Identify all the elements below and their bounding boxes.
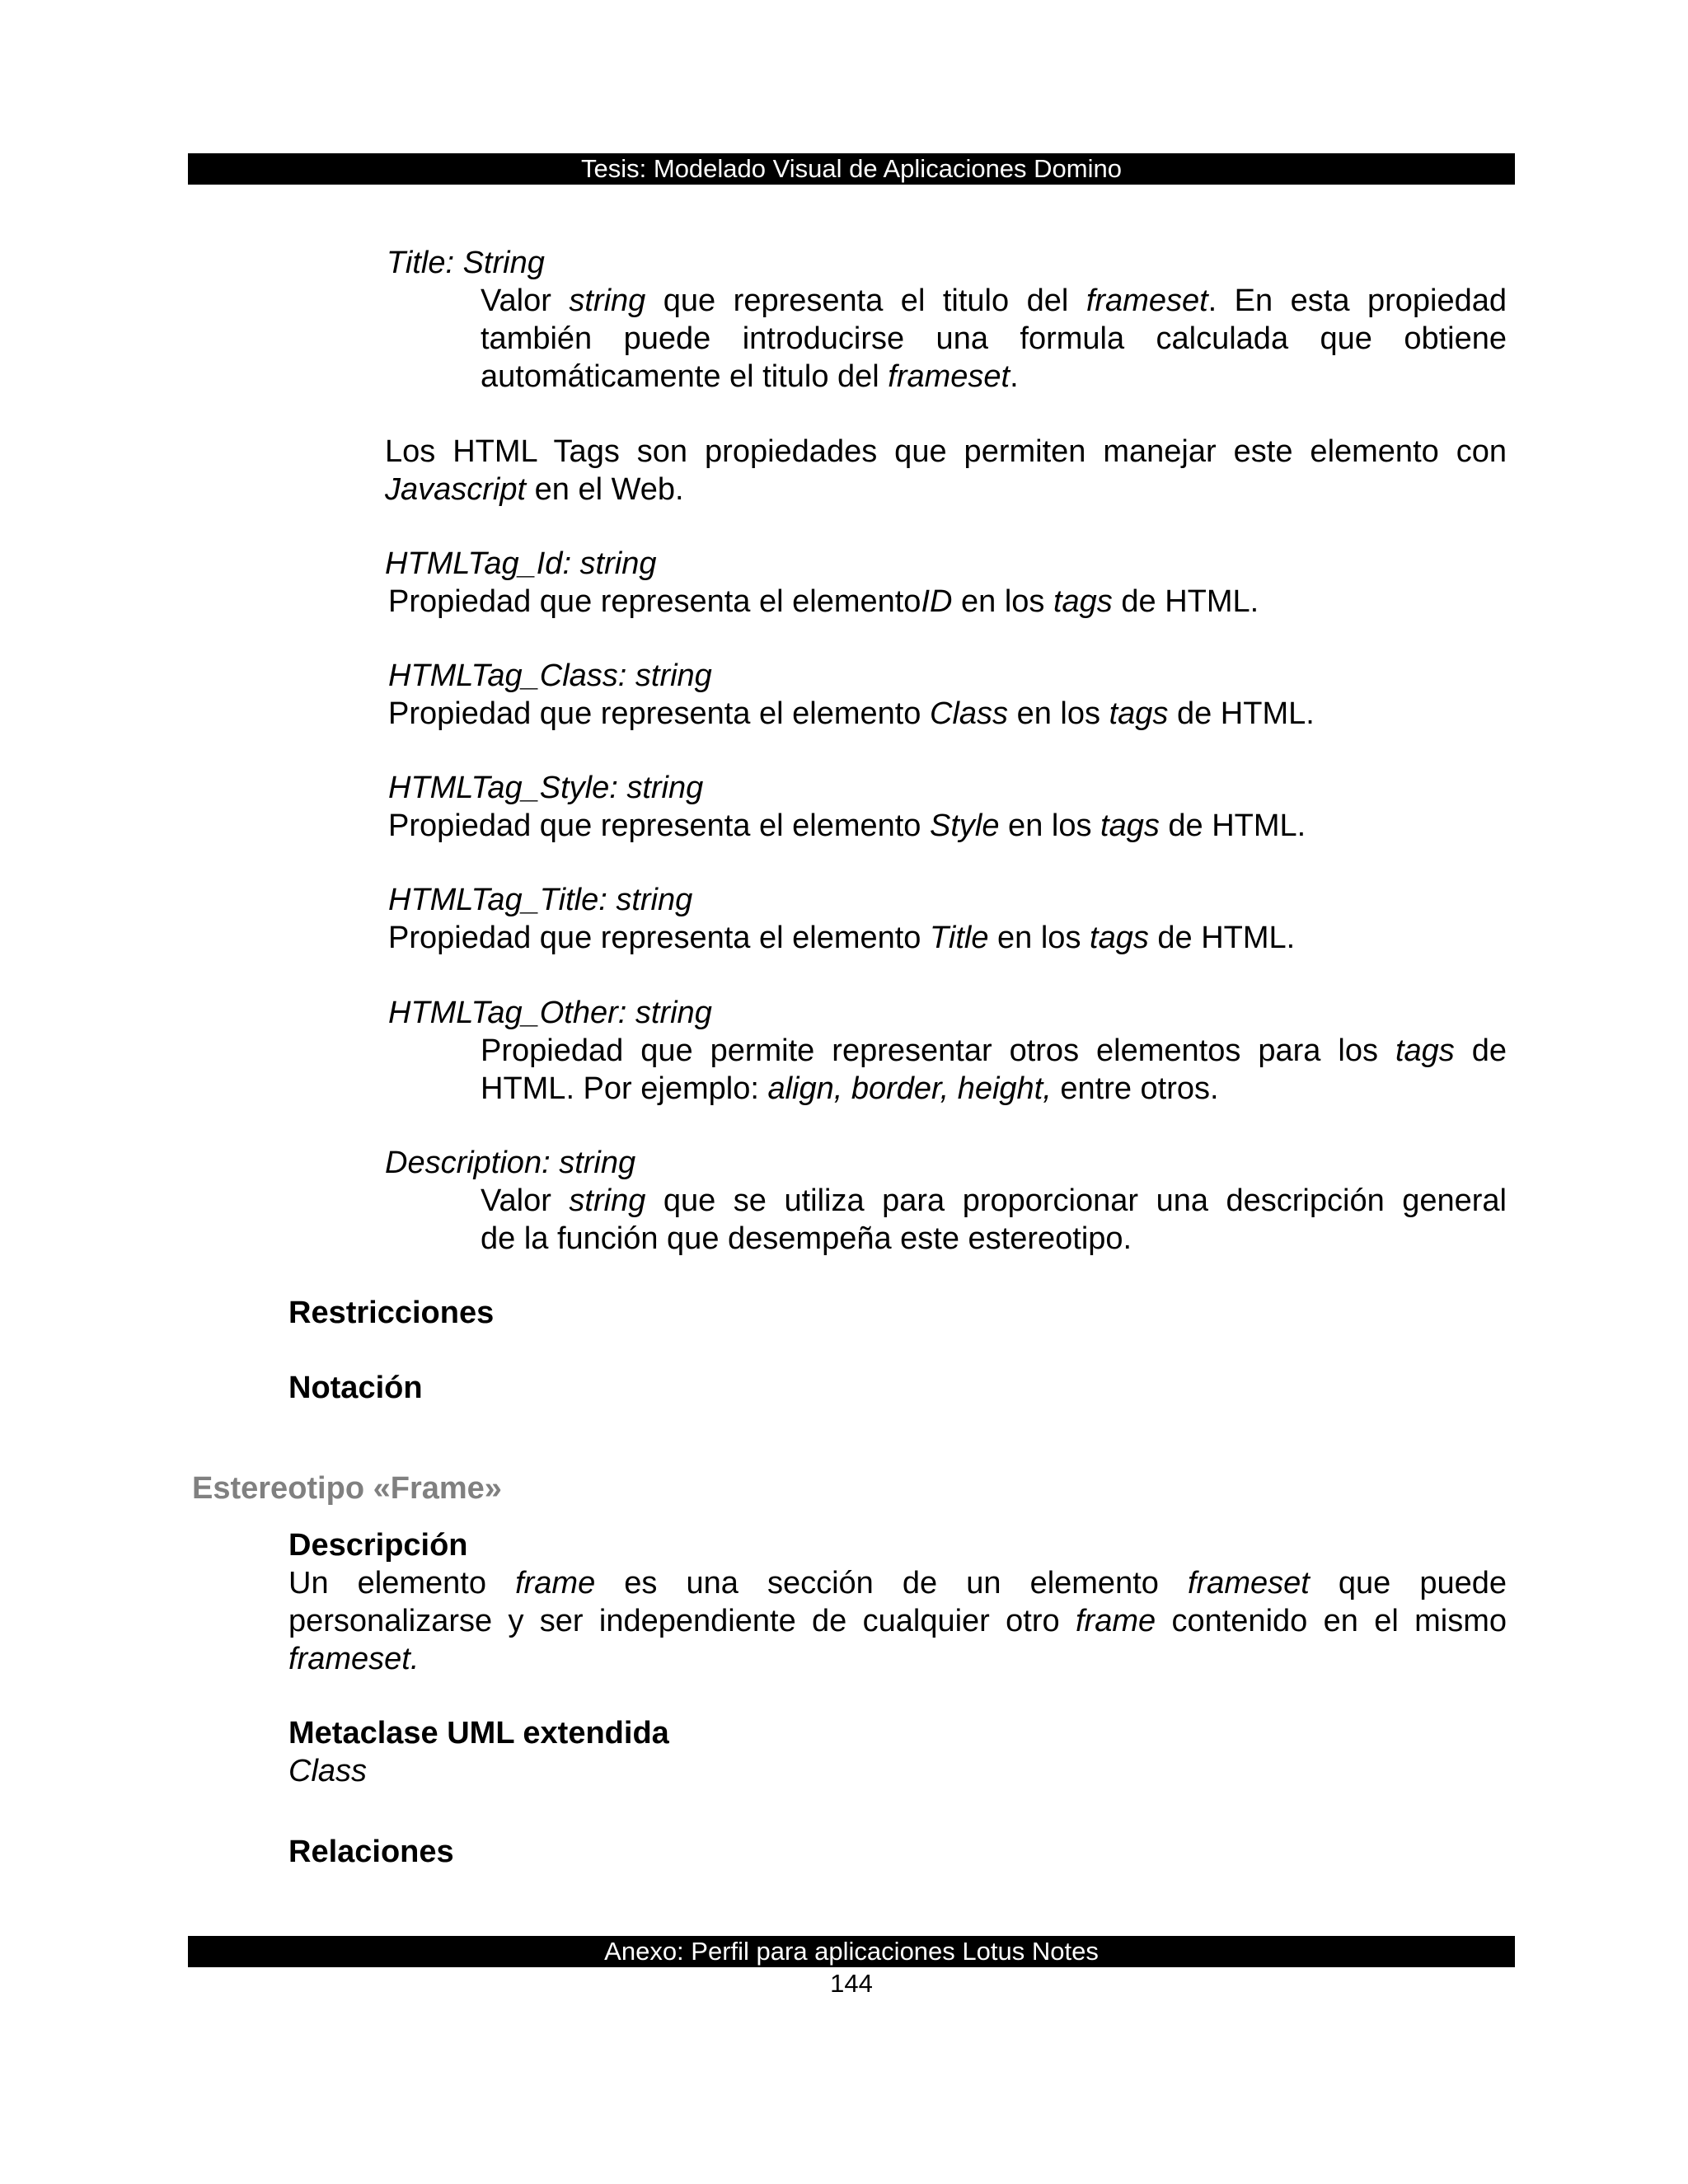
tag-style-desc: Propiedad que representa el elemento Style en los tags de HTML. [388,808,1306,843]
tag-title-heading: HTMLTag_Title: string [388,883,693,917]
frame-desc-line-2: personalizarse y ser independiente de cualquier otro frame contenido en el mismo [288,1604,1507,1638]
running-footer: Anexo: Perfil para aplicaciones Lotus Notes [188,1936,1515,1967]
title-prop-desc-line-2: también puede introducirse una formula calculada que obtiene [481,321,1507,356]
title-prop-desc-line-1: Valor string que representa el titulo del frameset. En esta propiedad [481,284,1507,318]
relaciones-heading: Relaciones [288,1835,454,1869]
restricciones-heading: Restricciones [288,1296,495,1330]
description-prop-desc-line-1: Valor string que se utiliza para proporcionar una descripción general [481,1183,1507,1218]
tag-other-desc-line-1: Propiedad que permite representar otros elementos para los tags de [481,1033,1507,1068]
tag-other-desc-line-2: HTML. Por ejemplo: align, border, height, entre otros. [481,1071,1219,1106]
metaclase-heading: Metaclase UML extendida [288,1716,669,1750]
title-prop-heading: Title: String [387,246,545,280]
frame-section-title: Estereotipo «Frame» [192,1471,502,1506]
html-tags-intro-line-2: Javascript en el Web. [385,472,684,507]
page-number: 144 [830,1969,873,1998]
frame-desc-line-3: frameset. [288,1642,420,1676]
frame-desc-line-1: Un elemento frame es una sección de un elemento frameset que puede [288,1566,1507,1601]
description-prop-desc-line-2: de la función que desempeña este estereotipo. [481,1221,1132,1256]
running-header: Tesis: Modelado Visual de Aplicaciones Domino [188,153,1515,185]
tag-title-desc: Propiedad que representa el elemento Title en los tags de HTML. [388,921,1296,955]
tag-class-heading: HTMLTag_Class: string [388,658,712,693]
tag-style-heading: HTMLTag_Style: string [388,771,704,805]
tag-id-desc: Propiedad que representa el elementoID en los tags de HTML. [388,584,1259,619]
metaclase-value: Class [288,1754,368,1788]
title-prop-desc-line-3: automáticamente el titulo del frameset. [481,359,1019,394]
descripcion-heading: Descripción [288,1528,468,1563]
description-prop-heading: Description: string [385,1146,636,1180]
notacion-heading: Notación [288,1371,423,1405]
tag-class-desc: Propiedad que representa el elemento Class en los tags de HTML. [388,696,1315,731]
tag-id-heading: HTMLTag_Id: string [385,546,657,581]
html-tags-intro-line-1: Los HTML Tags son propiedades que permiten manejar este elemento con [385,434,1507,469]
tag-other-heading: HTMLTag_Other: string [388,996,712,1030]
